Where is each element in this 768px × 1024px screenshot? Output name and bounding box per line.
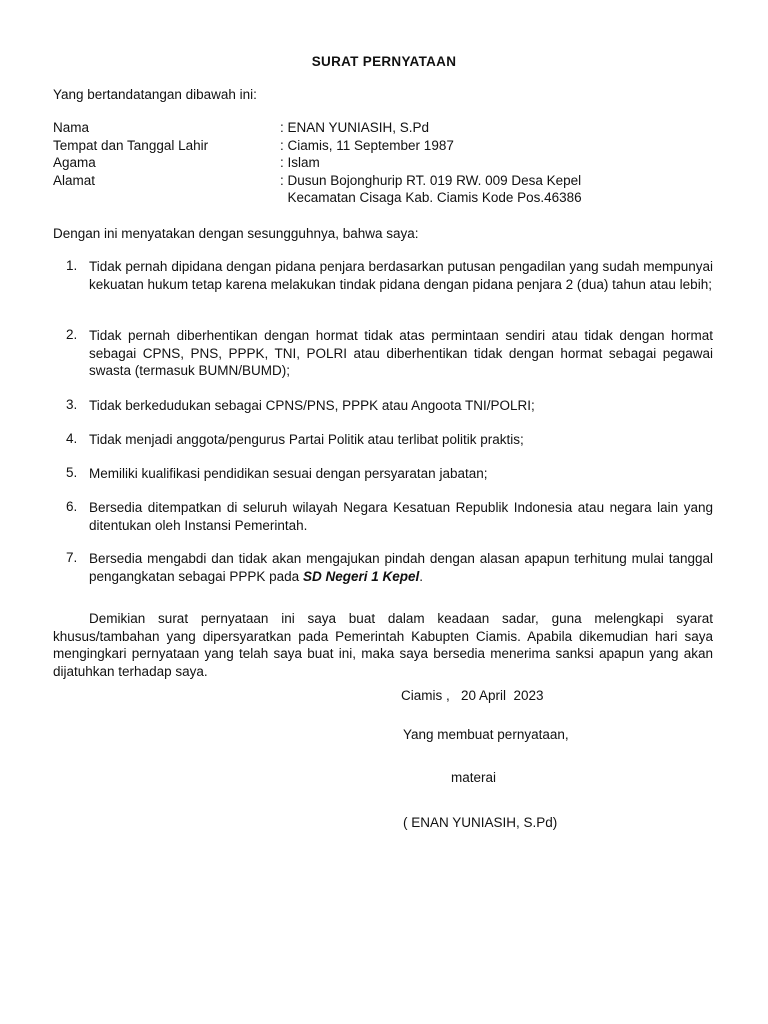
identity-label: Agama	[53, 155, 96, 170]
item-number: 5.	[66, 465, 78, 480]
item-number: 7.	[66, 550, 78, 565]
identity-label: Tempat dan Tanggal Lahir	[53, 138, 209, 153]
signature-maker: Yang membuat pernyataan,	[403, 727, 569, 742]
signature-place-date: Ciamis , 20 April 2023	[401, 688, 544, 703]
identity-value: : Ciamis, 11 September 1987	[280, 138, 454, 153]
identity-value: : ENAN YUNIASIH, S.Pd	[280, 120, 430, 135]
identity-row-address	[53, 173, 713, 190]
stamp-placeholder: materai	[451, 770, 497, 785]
item-text-main: Bersedia mengabdi dan tidak akan mengajukan pindah dengan alasan apapun terhitung mulai tanggal pengangkatan sebagai PPPK pada	[89, 551, 713, 584]
identity-value: : Dusun Bojonghurip RT. 019 RW. 009 Desa Kepel	[280, 173, 582, 188]
identity-label: Nama	[53, 120, 90, 135]
item-number: 1.	[66, 258, 78, 273]
item-text: Tidak pernah diberhentikan dengan hormat tidak atas permintaan sendiri atau tidak dengan hormat sebagai CPNS, PNS, PPPK, TNI, POLRI atau diberhentikan tidak dengan hormat sebagai pegawai swasta (termasuk BUMN/BUMD);	[89, 328, 713, 378]
identity-row-birth	[53, 138, 713, 155]
item-text: Tidak berkedudukan sebagai CPNS/PNS, PPPK atau Angoota TNI/POLRI;	[89, 398, 535, 413]
intro-text: Yang bertandatangan dibawah ini:	[53, 87, 257, 102]
item-number: 3.	[66, 397, 78, 412]
statement-lead: Dengan ini menyatakan dengan sesungguhnya, bahwa saya:	[53, 226, 419, 241]
item-number: 4.	[66, 431, 78, 446]
item-text: Bersedia ditempatkan di seluruh wilayah Negara Kesatuan Republik Indonesia atau negara lain yang ditentukan oleh Instansi Pemerintah.	[89, 500, 713, 533]
identity-value: Kecamatan Cisaga Kab. Ciamis Kode Pos.46386	[280, 190, 582, 205]
item-text: Tidak pernah dipidana dengan pidana penjara berdasarkan putusan pengadilan yang sudah mempunyai kekuatan hukum tetap karena melakukan tindak pidana dengan pidana penjara 2 (dua) tahun atau lebih;	[89, 259, 713, 292]
document-title: SURAT PERNYATAAN	[311, 54, 457, 69]
identity-label: Alamat	[53, 173, 96, 188]
closing-paragraph: Demikian surat pernyataan ini saya buat dalam keadaan sadar, guna melengkapi syarat khusus/tambahan yang dipersyaratkan pada Pemerintah Kabupten Ciamis. Apabila dikemudian hari saya mengingkari pernyataan yang telah saya buat ini, maka saya bersedia menerima sanksi apapun yang akan dijatuhkan terhadap saya.	[53, 611, 713, 679]
identity-row-name	[53, 120, 713, 137]
school-name: SD Negeri 1 Kepel	[302, 568, 420, 584]
item-text: Tidak menjadi anggota/pengurus Partai Politik atau terlibat politik praktis;	[89, 432, 524, 447]
identity-value: : Islam	[280, 155, 320, 170]
identity-row-address-cont	[53, 190, 713, 207]
item-text-tail: .	[419, 568, 423, 584]
item-number: 6.	[66, 499, 78, 514]
signature-name: ( ENAN YUNIASIH, S.Pd)	[403, 815, 558, 830]
item-number: 2.	[66, 327, 78, 342]
item-text: Memiliki kualifikasi pendidikan sesuai dengan persyaratan jabatan;	[89, 466, 488, 481]
identity-row-religion	[53, 155, 713, 172]
item-text	[89, 550, 713, 585]
